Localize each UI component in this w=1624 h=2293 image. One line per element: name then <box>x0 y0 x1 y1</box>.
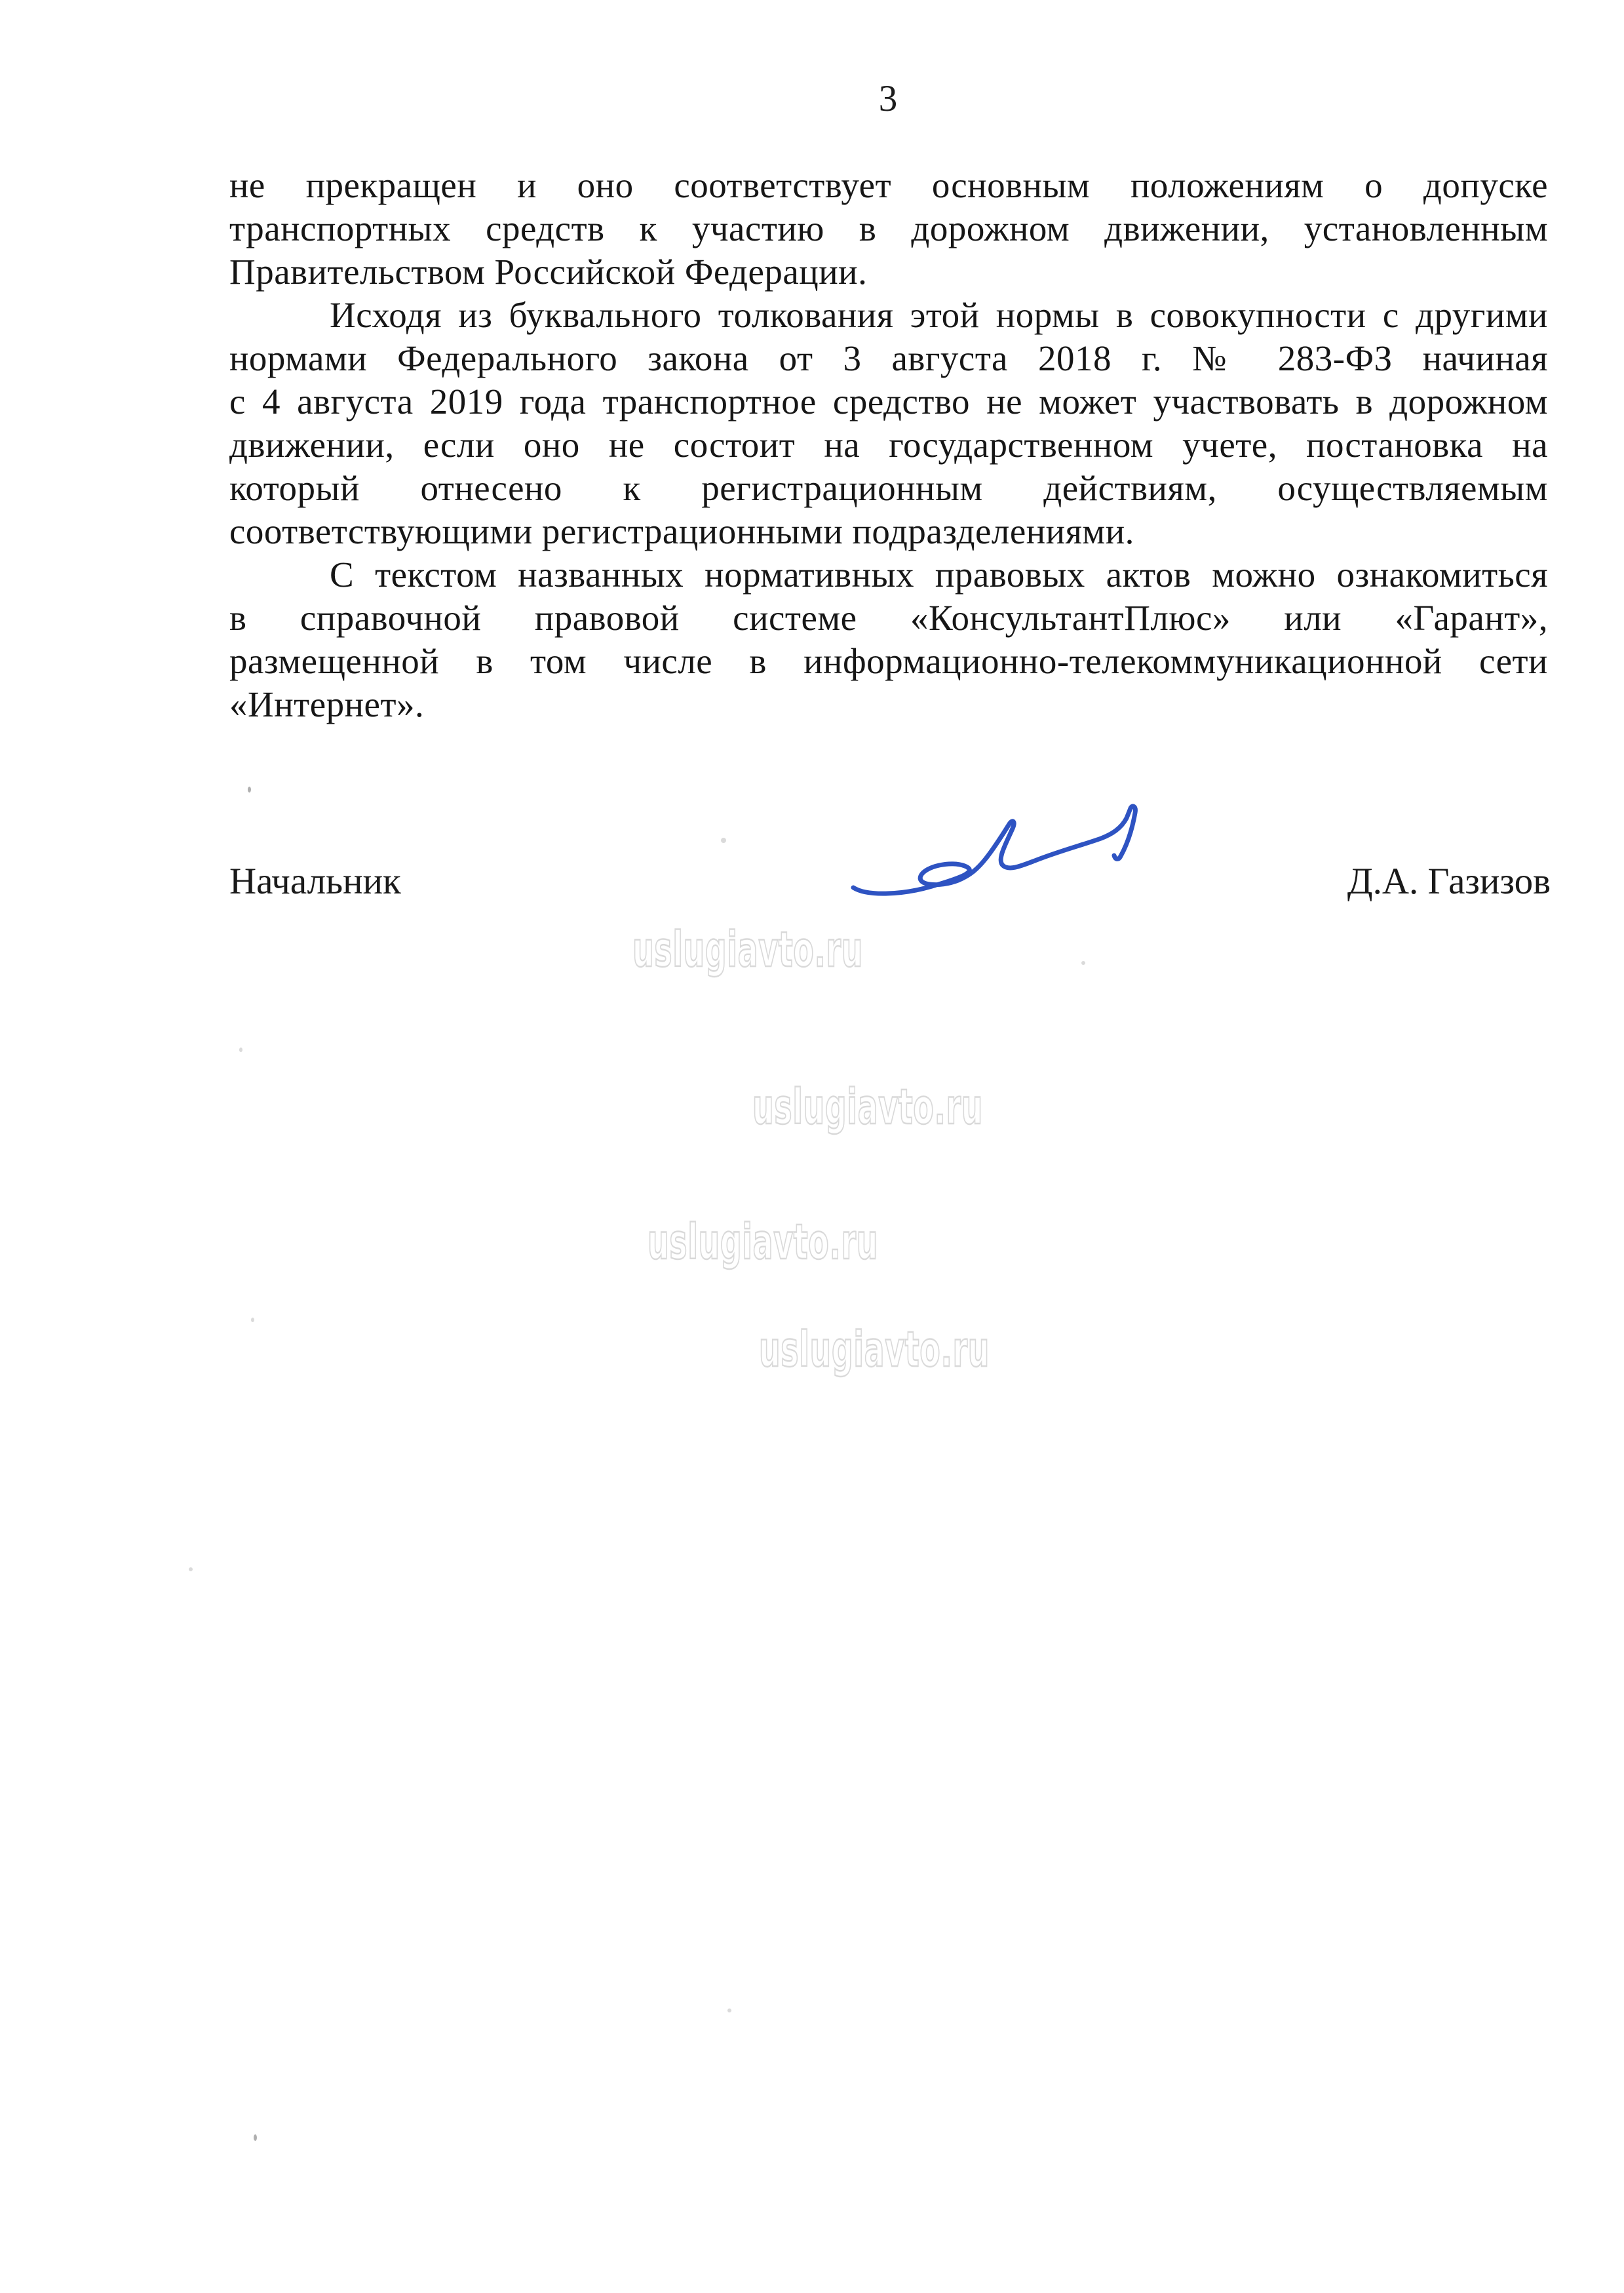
paragraph-line: размещенной в том числе в информационно-телекоммуникационной сети <box>229 641 1548 681</box>
paragraph-line: «Интернет». <box>229 684 425 724</box>
watermark-text: uslugiavto.ru <box>759 1322 990 1378</box>
paragraph-line: движении, если оно не состоит на государственном учете, постановка на <box>229 425 1548 465</box>
scan-speck <box>251 1318 254 1322</box>
paragraph-line: в справочной правовой системе «КонсультантПлюс» или «Гарант», <box>229 598 1548 638</box>
paragraph-line: Исходя из буквального толкования этой нормы в совокупности с другими <box>330 295 1548 335</box>
paragraph-line: транспортных средств к участию в дорожном движении, установленным <box>229 208 1548 248</box>
paragraph-line: Правительством Российской Федерации. <box>229 252 868 292</box>
watermark-text: uslugiavto.ru <box>632 922 864 978</box>
paragraph-line: который отнесено к регистрационным действиям, осуществляемым <box>229 468 1548 508</box>
paragraph-line: не прекращен и оно соответствует основным положениям о допуске <box>229 165 1548 205</box>
scan-speck <box>254 2134 257 2141</box>
scan-speck <box>248 787 251 793</box>
watermark-text: uslugiavto.ru <box>648 1214 879 1270</box>
handwritten-signature <box>847 804 1155 903</box>
signer-title: Начальник <box>229 861 401 902</box>
watermark-text: uslugiavto.ru <box>752 1079 984 1135</box>
page-number: 3 <box>878 78 898 119</box>
paragraph-line: нормами Федерального закона от 3 августа 2018 г. № 283-ФЗ начиная <box>229 338 1548 378</box>
scan-speck <box>239 1048 242 1052</box>
paragraph-line: соответствующими регистрационными подразделениями. <box>229 511 1134 551</box>
body-text <box>229 164 1548 726</box>
paragraph-line: с 4 августа 2019 года транспортное средство не может участвовать в дорожном <box>229 382 1548 421</box>
scan-speck <box>1081 961 1085 965</box>
scan-speck <box>721 838 726 843</box>
signer-name: Д.А. Газизов <box>1347 861 1551 902</box>
scan-speck <box>189 1567 193 1571</box>
scan-speck <box>727 2009 731 2012</box>
paragraph-line: С текстом названных нормативных правовых актов можно ознакомиться <box>330 555 1548 595</box>
